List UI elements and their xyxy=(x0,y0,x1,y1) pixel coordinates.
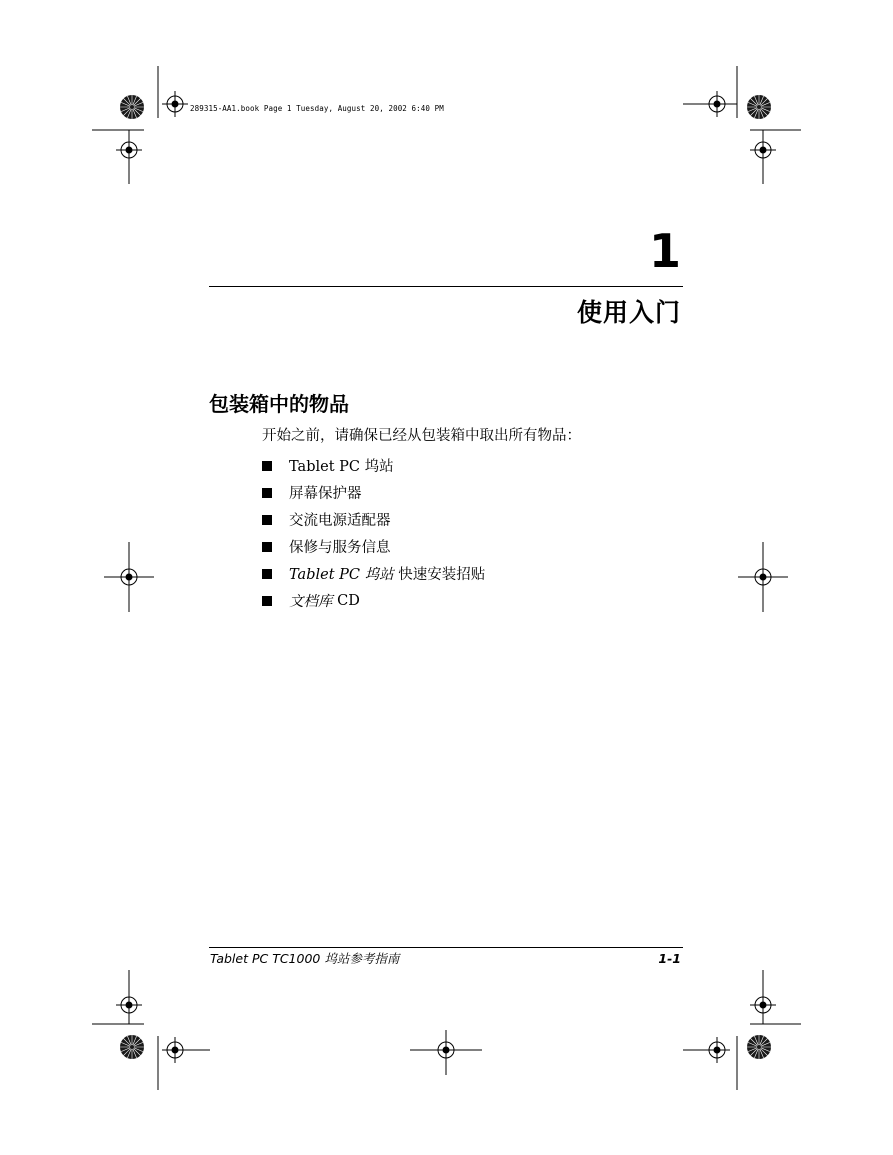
chapter-number: 1 xyxy=(648,224,681,278)
square-bullet-icon xyxy=(262,488,272,498)
list-item-italic-title: Tablet PC 坞站 xyxy=(289,567,394,583)
section-intro: 开始之前，请确保已经从包装箱中取出所有物品： xyxy=(262,428,581,444)
list-item-text: 屏幕保护器 xyxy=(289,486,362,502)
section-heading: 包装箱中的物品 xyxy=(209,392,349,416)
square-bullet-icon xyxy=(262,569,272,579)
square-bullet-icon xyxy=(262,461,272,471)
list-item-text: 交流电源适配器 xyxy=(289,513,391,529)
chapter-rule xyxy=(209,286,683,287)
chapter-title: 使用入门 xyxy=(576,298,681,327)
list-item xyxy=(262,479,485,506)
square-bullet-icon xyxy=(262,515,272,525)
list-item xyxy=(262,533,485,560)
list-item-text: 快速安装招贴 xyxy=(393,567,486,583)
list-item xyxy=(262,452,485,479)
footer-rule xyxy=(209,947,683,948)
list-item-italic-title: 文档库 xyxy=(289,594,333,610)
square-bullet-icon xyxy=(262,542,272,552)
list-item xyxy=(262,506,485,533)
footer-page-number: 1-1 xyxy=(658,951,681,966)
footer-document-title: Tablet PC TC1000 坞站参考指南 xyxy=(210,951,400,966)
list-item xyxy=(262,587,485,614)
print-slug-line: 289315-AA1.book Page 1 Tuesday, August 20, 2002 6:40 PM xyxy=(190,104,444,113)
list-item-text: CD xyxy=(332,592,360,609)
package-contents-list xyxy=(262,452,485,614)
list-item xyxy=(262,560,485,587)
list-item-text: 保修与服务信息 xyxy=(289,540,391,556)
square-bullet-icon xyxy=(262,596,272,606)
list-item-text: Tablet PC 坞站 xyxy=(289,459,394,475)
